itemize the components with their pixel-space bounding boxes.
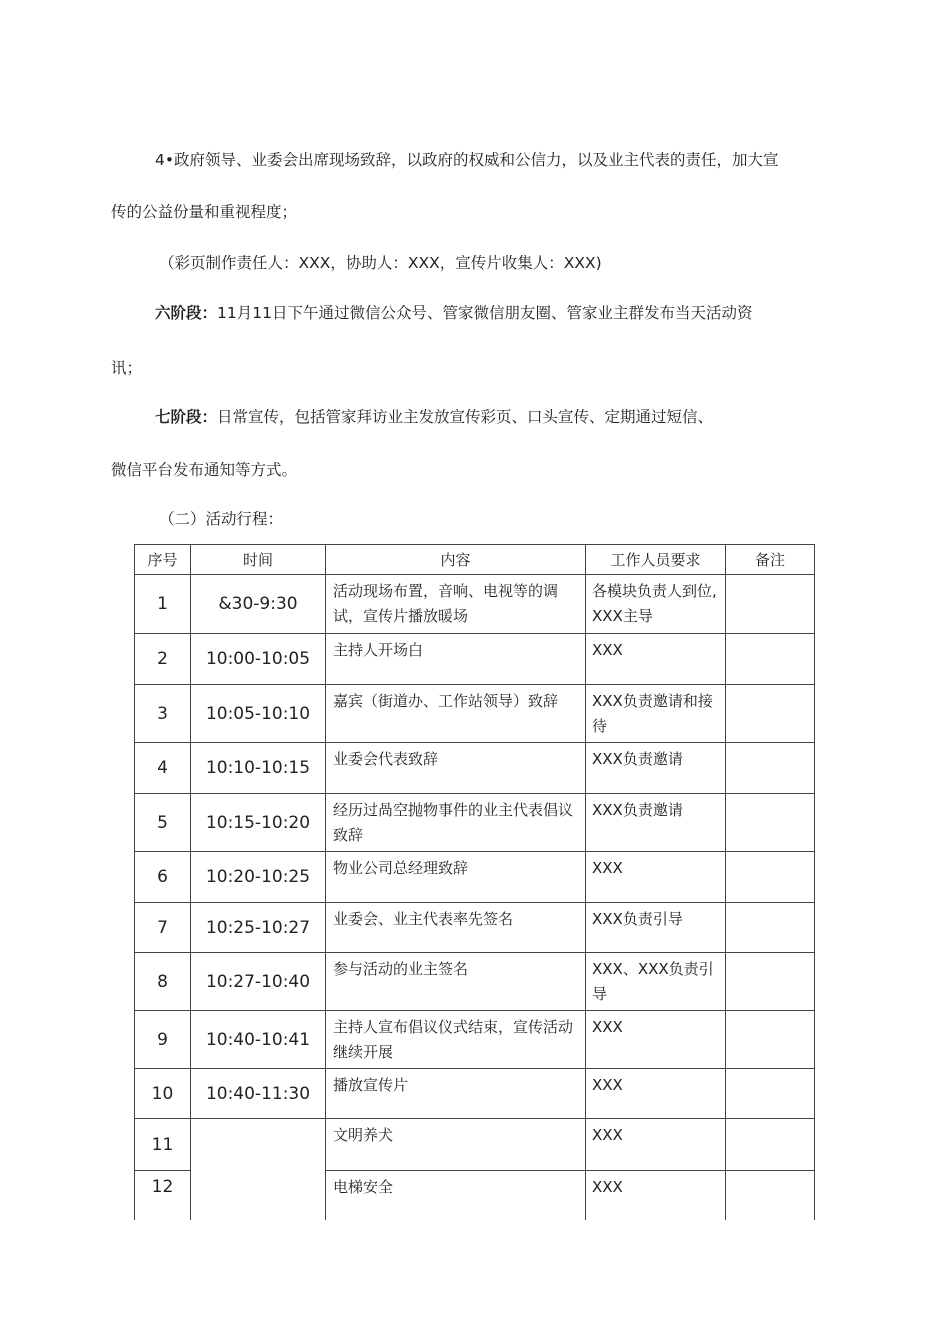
row-staff: XXX [586, 1069, 726, 1119]
row-time: &30-9:30 [191, 575, 326, 634]
table-row [135, 903, 815, 953]
row-staff: XXX、XXX负责引导 [586, 953, 726, 1011]
row-note [726, 575, 815, 634]
row-note [726, 1171, 815, 1220]
row-staff: XXX负责邀请 [586, 743, 726, 794]
row-time: 10:40-11:30 [191, 1069, 326, 1119]
paragraph-3-line-2: 讯； [111, 359, 143, 377]
row-content: 活动现场布置，音响、电视等的调试，宣传片播放暖场 [326, 575, 586, 634]
row-seq: 10 [135, 1069, 191, 1119]
row-note [726, 1011, 815, 1069]
header-time: 时间 [191, 545, 326, 575]
row-staff: XXX [586, 852, 726, 903]
paragraph-4-line-2: 微信平台发布通知等方式。 [111, 461, 298, 479]
table-row [135, 575, 815, 634]
row-note [726, 1069, 815, 1119]
row-content: 电梯安全 [326, 1171, 586, 1220]
table-row [135, 743, 815, 794]
row-content: 播放宣传片 [326, 1069, 586, 1119]
table-row [135, 852, 815, 903]
row-time: 10:15-10:20 [191, 794, 326, 852]
row-note [726, 852, 815, 903]
row-time: 10:40-10:41 [191, 1011, 326, 1069]
row-content: 主持人宣布倡议仪式结束，宣传活动继续开展 [326, 1011, 586, 1069]
row-staff: XXX负责引导 [586, 903, 726, 953]
row-note [726, 794, 815, 852]
row-content: 嘉宾（街道办、工作站领导）致辞 [326, 685, 586, 743]
table-header-row [135, 545, 815, 575]
row-staff: XXX [586, 1011, 726, 1069]
row-time: 10:20-10:25 [191, 852, 326, 903]
row-time [191, 1119, 326, 1220]
row-seq: 3 [135, 685, 191, 743]
paragraph-1-line-1: 4•政府领导、业委会出席现场致辞，以政府的权威和公信力，以及业主代表的责任，加大宣 [155, 151, 779, 169]
row-note [726, 903, 815, 953]
row-staff: XXX [586, 1119, 726, 1171]
row-staff: 各模块负责人到位, XXX主导 [586, 575, 726, 634]
section-title: （二）活动行程： [159, 510, 284, 528]
row-note [726, 743, 815, 794]
row-note [726, 1119, 815, 1171]
row-seq: 7 [135, 903, 191, 953]
row-seq: 2 [135, 634, 191, 685]
table-row [135, 1069, 815, 1119]
row-content: 物业公司总经理致辞 [326, 852, 586, 903]
row-seq: 4 [135, 743, 191, 794]
stage-seven-label: 七阶段： [155, 408, 218, 426]
header-content: 内容 [326, 545, 586, 575]
paragraph-1-line-2: 传的公益份量和重视程度； [111, 203, 298, 221]
row-content: 业委会、业主代表率先签名 [326, 903, 586, 953]
table-row [135, 953, 815, 1011]
row-seq: 8 [135, 953, 191, 1011]
paragraph-2: （彩页制作责任人：XXX，协助人：XXX，宣传片收集人：XXX) [159, 254, 602, 272]
row-staff: XXX [586, 634, 726, 685]
row-seq: 6 [135, 852, 191, 903]
stage-six-label: 六阶段： [155, 304, 218, 322]
row-seq: 12 [135, 1171, 191, 1220]
paragraph-4-line-1 [155, 410, 713, 426]
header-staff: 工作人员要求 [586, 545, 726, 575]
row-seq: 11 [135, 1119, 191, 1171]
row-content: 经历过咼空抛物事件的业主代表倡议致辞 [326, 794, 586, 852]
row-content: 主持人开场白 [326, 634, 586, 685]
row-time: 10:25-10:27 [191, 903, 326, 953]
row-note [726, 685, 815, 743]
paragraph-3-line-1 [155, 306, 752, 322]
row-content: 参与活动的业主签名 [326, 953, 586, 1011]
table-row [135, 1119, 815, 1171]
stage-six-text: 11月11日下午通过微信公众号、管家微信朋友圈、管家业主群发布当天活动资 [217, 304, 753, 322]
row-time: 10:00-10:05 [191, 634, 326, 685]
row-note [726, 634, 815, 685]
row-time: 10:10-10:15 [191, 743, 326, 794]
table-row [135, 634, 815, 685]
row-seq: 9 [135, 1011, 191, 1069]
row-note [726, 953, 815, 1011]
row-time: 10:05-10:10 [191, 685, 326, 743]
row-staff: XXX负责邀请和接待 [586, 685, 726, 743]
stage-seven-text: 日常宣传，包括管家拜访业主发放宣传彩页、口头宣传、定期通过短信、 [217, 408, 714, 426]
row-seq: 1 [135, 575, 191, 634]
row-staff: XXX [586, 1171, 726, 1220]
table-row [135, 794, 815, 852]
row-content: 业委会代表致辞 [326, 743, 586, 794]
table-row [135, 685, 815, 743]
schedule-table [134, 544, 815, 1220]
row-time: 10:27-10:40 [191, 953, 326, 1011]
row-content: 文明养犬 [326, 1119, 586, 1171]
row-staff: XXX负责邀请 [586, 794, 726, 852]
table-row [135, 1011, 815, 1069]
header-note: 备注 [726, 545, 815, 575]
header-seq: 序号 [135, 545, 191, 575]
row-seq: 5 [135, 794, 191, 852]
